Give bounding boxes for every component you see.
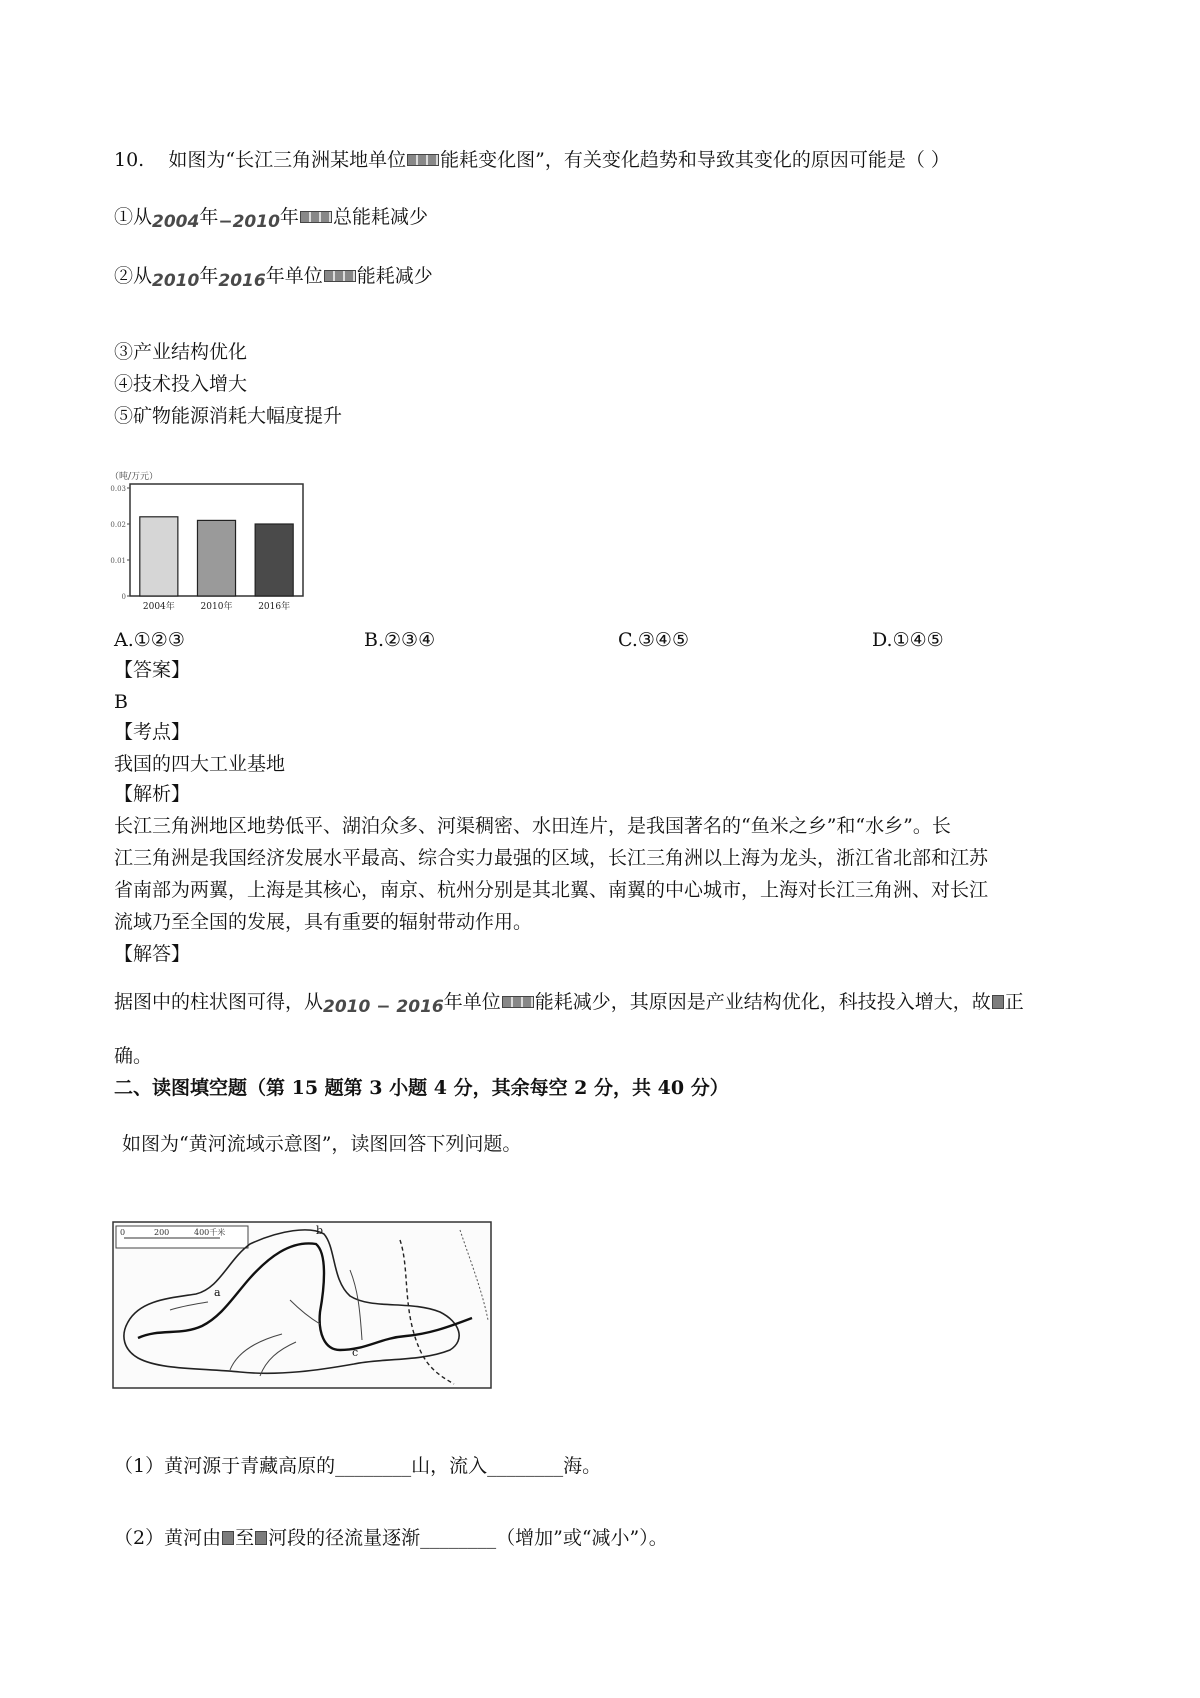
bar-0 (140, 517, 178, 596)
map-scale-200: 200 (154, 1228, 170, 1237)
map-label-b: b (316, 1224, 324, 1237)
statement-1: ①从2004年−2010年 总能耗减少 (114, 206, 428, 232)
choice-a[interactable]: A.①②③ (114, 629, 185, 651)
energy-consumption-bar-chart (108, 468, 338, 616)
x-tick-label-2: 2016年 (258, 602, 291, 612)
analysis-line-4: 流域乃至全国的发展，具有重要的辐射带动作用。 (114, 911, 533, 933)
x-tick-label-1: 2010年 (200, 602, 233, 612)
section-intro: 如图为“黄河流域示意图”，读图回答下列问题。 (122, 1133, 522, 1155)
choice-d[interactable]: D.①④⑤ (872, 629, 944, 651)
choice-c[interactable]: C.③④⑤ (618, 629, 689, 651)
y-tick-label-0: 0 (121, 593, 126, 601)
answer-label: 【答案】 (114, 659, 191, 681)
y-axis-label: （吨/万元） (110, 472, 159, 482)
statement-5: ⑤矿物能源消耗大幅度提升 (114, 405, 343, 427)
placeholder-glyph-icon (324, 270, 356, 282)
section-heading: 二、读图填空题（第 15 题第 3 小题 4 分，其余每空 2 分，共 40 分） (114, 1077, 729, 1099)
solution-label: 【解答】 (114, 943, 191, 965)
blank-sea[interactable]: ________ (487, 1455, 564, 1477)
question-stem: 10. 如图为“长江三角洲某地单位 能耗变化图”，有关变化趋势和导致其变化的原因可能是（ ） (114, 149, 950, 171)
y-tick-label-1: 0.01 (110, 557, 126, 565)
placeholder-glyph-icon (255, 1531, 267, 1545)
analysis-line-2: 江三角洲是我国经济发展水平最高、综合实力最强的区域，长江三角洲以上海为龙头，浙江省北部和江苏 (114, 847, 989, 869)
x-tick-label-0: 2004年 (142, 602, 175, 612)
analysis-line-3: 省南部为两翼，上海是其核心，南京、杭州分别是其北翼、南翼的中心城市，上海对长江三角洲、对长江 (114, 879, 989, 901)
yellow-river-basin-map (110, 1200, 494, 1392)
y-tick-label-3: 0.03 (110, 485, 126, 493)
kaodian-label: 【考点】 (114, 721, 191, 743)
analysis-line-1: 长江三角洲地区地势低平、湖泊众多、河渠稠密、水田连片，是我国著名的“鱼米之乡”和“水乡”。长 (114, 815, 951, 837)
statement-2: ②从2010年2016年单位 能耗减少 (114, 265, 433, 291)
blank-mountain[interactable]: ________ (335, 1455, 412, 1477)
placeholder-glyph-icon (407, 154, 439, 166)
statement-3: ③产业结构优化 (114, 341, 248, 363)
statement-4: ④技术投入增大 (114, 373, 248, 395)
blank-runoff[interactable]: ________ (420, 1527, 497, 1549)
fill-question-1: （1）黄河源于青藏高原的________山，流入________海。 (114, 1455, 602, 1477)
placeholder-glyph-icon (502, 996, 534, 1008)
solution-text: 据图中的柱状图可得，从2010 − 2016年单位 能耗减少，其原因是产业结构优化，科技投入增大，故 正 (114, 991, 1024, 1017)
placeholder-glyph-icon (222, 1531, 234, 1545)
map-label-a: a (214, 1286, 221, 1299)
kaodian-text: 我国的四大工业基地 (114, 753, 286, 775)
map-label-c: c (352, 1346, 359, 1359)
y-tick-label-2: 0.02 (110, 521, 126, 529)
placeholder-glyph-icon (992, 995, 1004, 1009)
answer-value: B (114, 691, 128, 713)
bar-1 (197, 520, 235, 596)
bar-2 (255, 524, 293, 596)
fill-question-2: （2）黄河由 至 河段的径流量逐渐________（增加”或“减小”）。 (114, 1527, 668, 1549)
map-scale-0: 0 (120, 1228, 126, 1237)
solution-text-end: 确。 (114, 1045, 153, 1067)
placeholder-glyph-icon (300, 211, 332, 223)
analysis-label: 【解析】 (114, 783, 191, 805)
question-number: 10. (114, 149, 145, 171)
map-scale-400: 400千米 (194, 1228, 226, 1237)
choice-b[interactable]: B.②③④ (364, 629, 436, 651)
